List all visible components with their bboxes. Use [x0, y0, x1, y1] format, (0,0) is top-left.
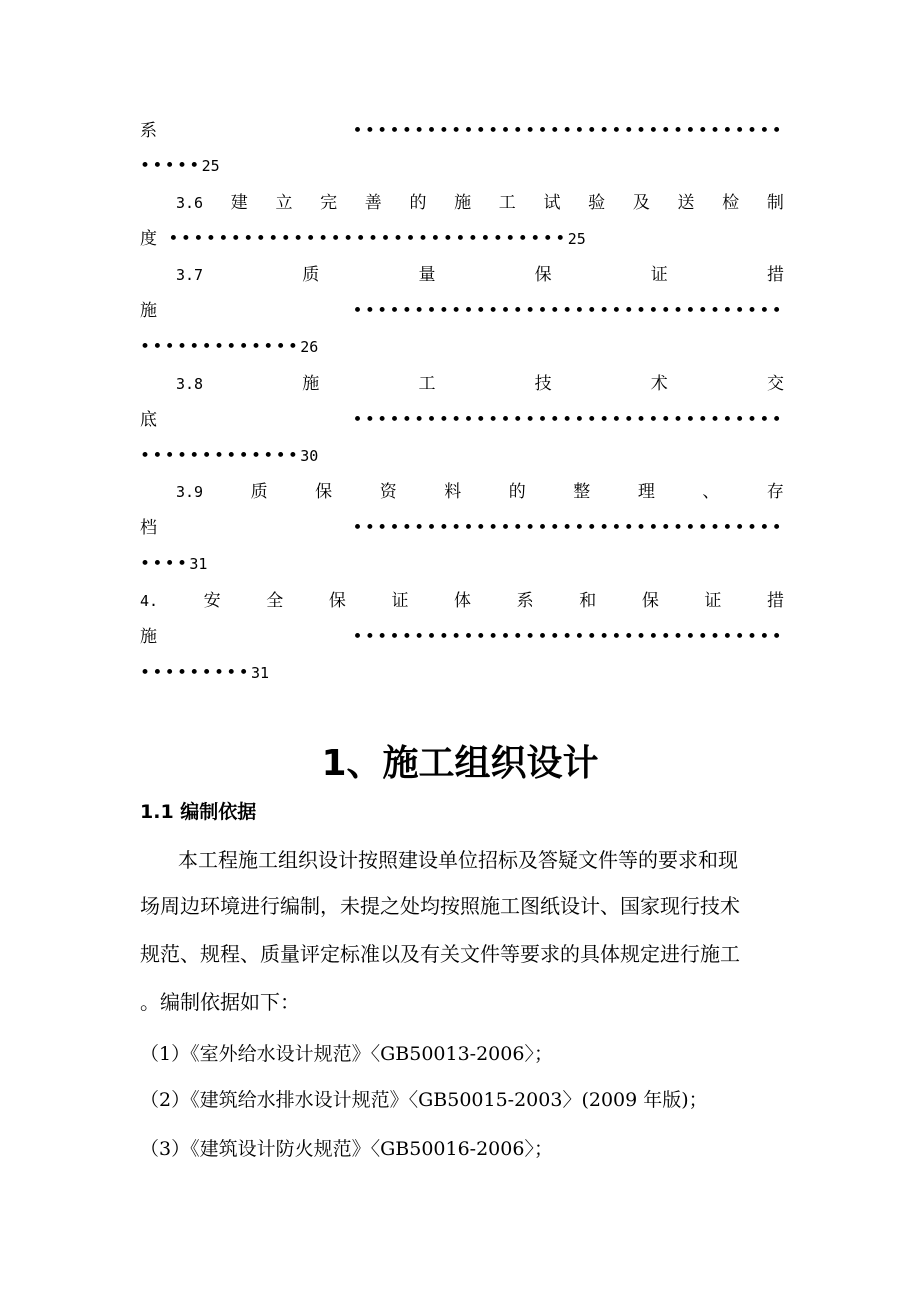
toc-page-number: 25 [567, 230, 586, 248]
toc-entry-char: 措 [766, 265, 784, 285]
toc-entry-char: 送 [677, 193, 695, 213]
toc-entry-char: 工 [498, 193, 516, 213]
reference-item: （3）《建筑设计防火规范》〈GB50016-2006〉； [140, 1138, 553, 1160]
toc-entry-char: 体 [454, 591, 472, 611]
toc-leader: ••••••••••••••••••••••••••••••••••• [352, 518, 784, 538]
toc-page-number: 31 [189, 555, 208, 573]
toc-entry-char: 安 [203, 591, 221, 611]
toc-entry-char: 施 [302, 374, 320, 394]
toc-entry-number: 3.6 [176, 194, 204, 212]
chapter-title: 1、施工组织设计 [321, 743, 599, 784]
reference-item: （1）《室外给水设计规范》〈GB50013-2006〉； [140, 1043, 553, 1065]
paragraph-line: 场周边环境进行编制，未提之处均按照施工图纸设计、国家现行技术 [140, 894, 740, 918]
toc-entry-char: 技 [534, 374, 552, 394]
toc-entry-label: 底 [140, 410, 157, 430]
toc-entry-char: 制 [766, 193, 784, 213]
toc-entry-char: 工 [418, 374, 436, 394]
toc-entry-number: 4. [140, 592, 159, 610]
toc-entry-char: 质 [250, 482, 268, 502]
toc-leader: •••••••••••••••••••••••••••••••• [168, 229, 568, 249]
toc-entry-char: 证 [704, 591, 722, 611]
toc-entry-char: 系 [516, 591, 534, 611]
toc-line-13 [140, 551, 784, 577]
toc-line-16 [140, 660, 784, 686]
toc-page-number: 30 [300, 447, 319, 465]
toc-entry-char: 术 [650, 374, 668, 394]
toc-entry-label: 度 [140, 229, 157, 249]
toc-entry-char: 立 [275, 193, 293, 213]
toc-entry-char: 的 [508, 482, 526, 502]
toc-entry-label: 施 [140, 627, 157, 647]
paragraph-line: 。编制依据如下： [140, 990, 300, 1014]
toc-leader: ••••••••• [140, 663, 251, 683]
toc-entry-char: 保 [315, 482, 333, 502]
toc-entry-char: 料 [444, 482, 462, 502]
section-heading: 1.1 编制依据 [140, 801, 257, 823]
toc-entry-number: 3.7 [176, 266, 204, 284]
toc-line-14 [140, 588, 784, 614]
toc-leader: ••••••••••••••••••••••••••••••••••• [352, 410, 784, 430]
toc-page-number: 25 [201, 157, 220, 175]
toc-entry-char: 完 [320, 193, 338, 213]
toc-entry-char: 资 [379, 482, 397, 502]
toc-entry-label: 档 [140, 518, 157, 538]
toc-entry-char: 、 [702, 482, 720, 502]
toc-entry-char: 存 [766, 482, 784, 502]
toc-entry-char: 交 [766, 374, 784, 394]
toc-entry-label: 系 [140, 121, 157, 141]
toc-entry-char: 量 [418, 265, 436, 285]
toc-line-11 [176, 479, 784, 505]
toc-entry-char: 施 [454, 193, 472, 213]
toc-entry-char: 保 [534, 265, 552, 285]
toc-entry-char: 验 [588, 193, 606, 213]
toc-leader: ••••••••••••• [140, 446, 301, 466]
toc-entry-char: 试 [543, 193, 561, 213]
toc-line-6 [140, 298, 784, 324]
toc-line-12 [140, 515, 784, 541]
toc-entry-char: 证 [391, 591, 409, 611]
toc-entry-number: 3.9 [176, 483, 204, 501]
toc-line-3 [176, 190, 784, 216]
paragraph-line: 规范、规程、质量评定标准以及有关文件等要求的具体规定进行施工 [140, 942, 740, 966]
toc-leader: •••• [140, 554, 190, 574]
toc-entry-char: 及 [632, 193, 650, 213]
toc-entry-char: 全 [266, 591, 284, 611]
toc-entry-char: 保 [328, 591, 346, 611]
paragraph-line: 本工程施工组织设计按照建设单位招标及答疑文件等的要求和现 [178, 848, 738, 872]
toc-page-number: 31 [250, 664, 270, 682]
toc-leader: ••••••••••••••••••••••••••••••••••• [352, 301, 784, 321]
toc-line-8 [176, 371, 784, 397]
toc-entry-char: 证 [650, 265, 668, 285]
toc-line-2 [140, 153, 784, 179]
toc-leader: ••••••••••••• [140, 337, 301, 357]
toc-page-number: 26 [300, 338, 319, 356]
reference-item: （2）《建筑给水排水设计规范》〈GB50015-2003〉(2009 年版)； [140, 1089, 708, 1111]
toc-entry-char: 质 [302, 265, 320, 285]
toc-entry-char: 理 [637, 482, 655, 502]
toc-entry-char: 措 [767, 591, 784, 611]
toc-line-9 [140, 407, 784, 433]
toc-leader: ••••••••••••••••••••••••••••••••••• [352, 121, 784, 141]
toc-leader: ••••••••••••••••••••••••••••••••••• [352, 627, 784, 647]
toc-line-7 [140, 334, 784, 360]
toc-line-5 [176, 262, 784, 288]
toc-leader: ••••• [140, 156, 202, 176]
toc-line-4 [140, 226, 784, 252]
toc-entry-label: 施 [140, 301, 157, 321]
toc-entry-number: 3.8 [176, 375, 204, 393]
toc-entry-char: 检 [722, 193, 740, 213]
toc-line-15 [140, 624, 784, 650]
toc-line-10 [140, 443, 784, 469]
toc-entry-char: 整 [573, 482, 591, 502]
toc-entry-char: 善 [364, 193, 382, 213]
toc-entry-char: 的 [409, 193, 427, 213]
toc-line-1 [140, 118, 784, 144]
toc-entry-char: 保 [641, 591, 659, 611]
toc-entry-char: 建 [230, 193, 248, 213]
toc-entry-char: 和 [579, 591, 597, 611]
